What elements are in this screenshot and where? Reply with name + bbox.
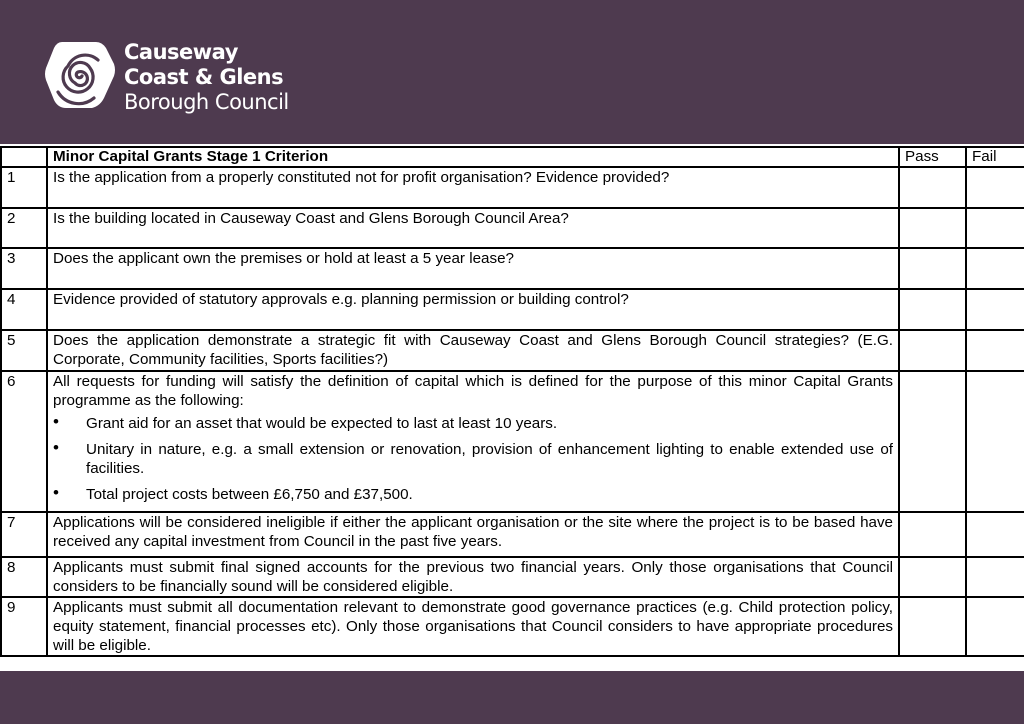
council-logo — [44, 40, 289, 112]
criterion-bullet: • Unitary in nature, e.g. a small extension or renovation, provision of enhancement lighting to enable extended use of facilities. — [86, 440, 893, 478]
pass-cell[interactable] — [899, 557, 966, 597]
pass-cell[interactable] — [899, 208, 966, 248]
row-number: 9 — [1, 597, 47, 656]
fail-cell[interactable] — [966, 371, 1024, 512]
criterion-bullet: • Grant aid for an asset that would be expected to last at least 10 years. — [86, 414, 893, 433]
pass-cell[interactable] — [899, 289, 966, 330]
row-number: 3 — [1, 248, 47, 289]
row-criterion: Evidence provided of statutory approvals e.g. planning permission or building control? — [47, 289, 899, 330]
row-number: 4 — [1, 289, 47, 330]
footer-band — [0, 671, 1024, 724]
pass-cell[interactable] — [899, 512, 966, 557]
fail-cell[interactable] — [966, 512, 1024, 557]
row-number: 7 — [1, 512, 47, 557]
header-number-cell — [1, 147, 47, 167]
table-row — [1, 167, 1024, 208]
fail-cell[interactable] — [966, 167, 1024, 208]
table-row — [1, 289, 1024, 330]
criterion-bullet-list — [53, 414, 893, 504]
row-criterion-intro: All requests for funding will satisfy the definition of capital which is defined for the purpose of this minor Capital Grants programme as the following: — [53, 373, 893, 409]
row-number: 1 — [1, 167, 47, 208]
pass-cell[interactable] — [899, 248, 966, 289]
row-number: 2 — [1, 208, 47, 248]
fail-cell[interactable] — [966, 330, 1024, 371]
council-name-line-3: Borough Council — [124, 90, 289, 114]
council-name-line-2: Coast & Glens — [124, 65, 284, 89]
criteria-table — [0, 146, 1024, 657]
table-row — [1, 557, 1024, 597]
table-row — [1, 208, 1024, 248]
fail-cell[interactable] — [966, 208, 1024, 248]
table-header-row — [1, 147, 1024, 167]
fail-cell[interactable] — [966, 597, 1024, 656]
row-criterion: Applications will be considered ineligible if either the applicant organisation or the site where the project is to be based have received any capital investment from Council in the past five years. — [47, 512, 899, 557]
council-name — [124, 40, 289, 115]
pass-cell[interactable] — [899, 330, 966, 371]
criterion-bullet: • Total project costs between £6,750 and £37,500. — [86, 485, 893, 504]
table-row — [1, 330, 1024, 371]
table-row — [1, 248, 1024, 289]
row-number: 8 — [1, 557, 47, 597]
row-criterion: Does the applicant own the premises or hold at least a 5 year lease? — [47, 248, 899, 289]
fail-cell[interactable] — [966, 248, 1024, 289]
council-name-line-1: Causeway — [124, 40, 238, 64]
row-criterion: Is the building located in Causeway Coast and Glens Borough Council Area? — [47, 208, 899, 248]
header-criterion-cell: Minor Capital Grants Stage 1 Criterion — [47, 147, 899, 167]
row-number: 6 — [1, 371, 47, 512]
fail-cell[interactable] — [966, 557, 1024, 597]
fail-cell[interactable] — [966, 289, 1024, 330]
header-band — [0, 0, 1024, 144]
row-criterion — [47, 371, 899, 512]
table-row — [1, 512, 1024, 557]
row-number: 5 — [1, 330, 47, 371]
row-criterion: Does the application demonstrate a strategic fit with Causeway Coast and Glens Borough Council strategies? (E.G. Corporate, Community facilities, Sports facilities?) — [47, 330, 899, 371]
pass-cell[interactable] — [899, 597, 966, 656]
pass-cell[interactable] — [899, 167, 966, 208]
header-fail-cell: Fail — [966, 147, 1024, 167]
table-row — [1, 597, 1024, 656]
row-criterion: Applicants must submit final signed accounts for the previous two financial years. Only those organisations that Council considers to be financially sound will be considered eligible. — [47, 557, 899, 597]
row-criterion: Applicants must submit all documentation relevant to demonstrate good governance practices (e.g. Child protection policy, equity statement, financial processes etc). Only those organisations that Council considers to have appropriate procedures will be eligible. — [47, 597, 899, 656]
header-pass-cell: Pass — [899, 147, 966, 167]
row-criterion: Is the application from a properly constituted not for profit organisation? Evidence provided? — [47, 167, 899, 208]
pass-cell[interactable] — [899, 371, 966, 512]
council-logo-spiral-icon — [44, 40, 116, 110]
table-row — [1, 371, 1024, 512]
